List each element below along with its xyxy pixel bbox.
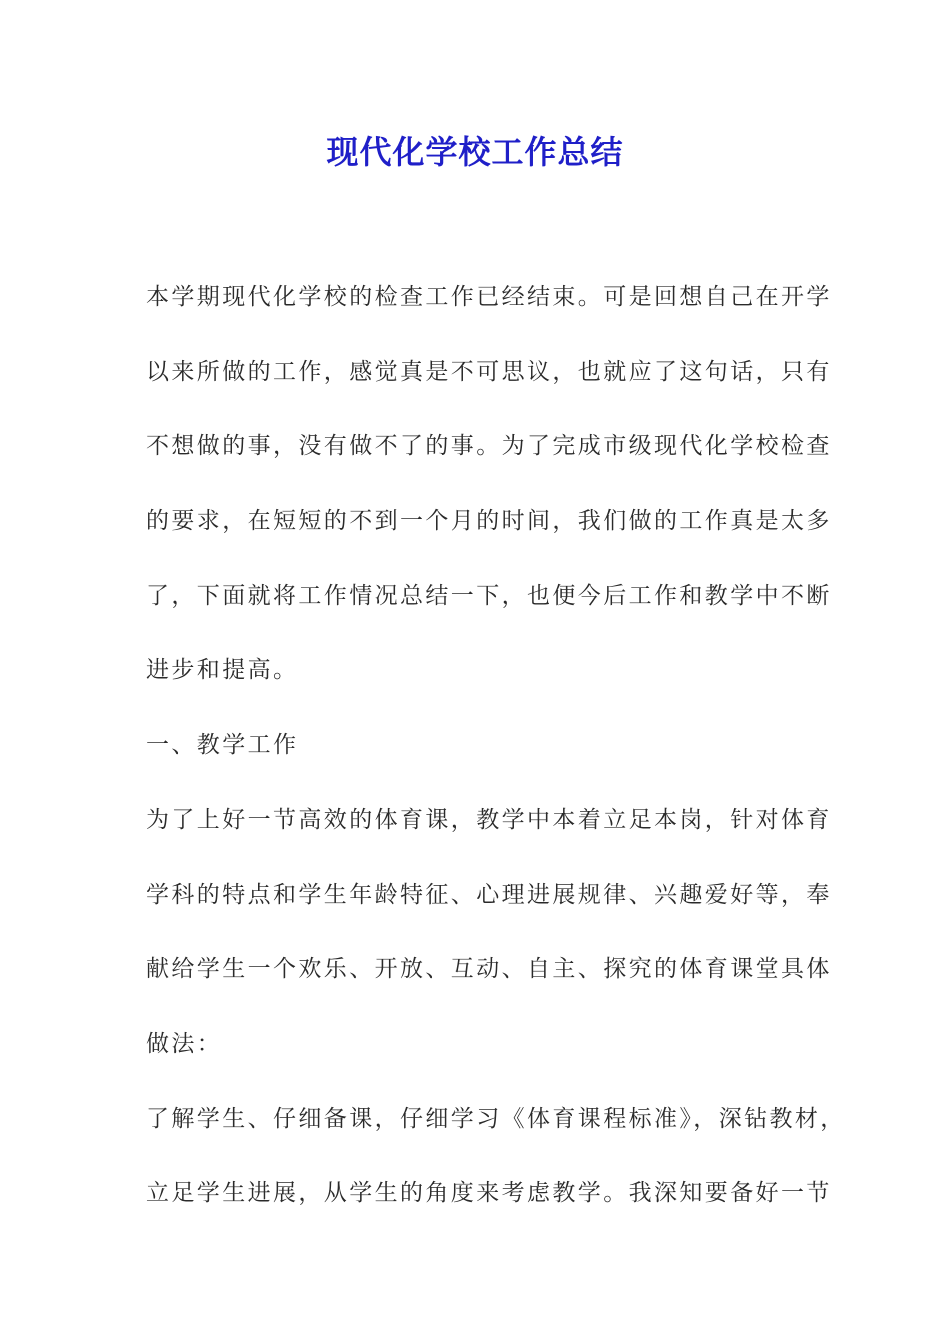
- paragraph-line: 本学期现代化学校的检查工作已经结束。可是回想自己在开学: [146, 284, 832, 310]
- paragraph-line: 不想做的事，没有做不了的事。为了完成市级现代化学校检查: [146, 433, 832, 460]
- paragraph-line: 了，下面就将工作情况总结一下，也便今后工作和教学中不断: [146, 582, 832, 609]
- paragraph-line: 了解学生、仔细备课，仔细学习《体育课程标准》，深钻教材，: [146, 1105, 846, 1132]
- document-title: 现代化学校工作总结: [326, 133, 624, 171]
- paragraph-line: 为了上好一节高效的体育课，教学中本着立足本岗，针对体育: [146, 806, 832, 833]
- section-heading: 一、教学工作: [146, 732, 299, 759]
- paragraph-line: 的要求，在短短的不到一个月的时间，我们做的工作真是太多: [146, 508, 832, 535]
- paragraph-line: 进步和提高。: [146, 657, 299, 684]
- paragraph-line: 立足学生进展，从学生的角度来考虑教学。我深知要备好一节: [146, 1180, 832, 1207]
- paragraph-line: 以来所做的工作，感觉真是不可思议，也就应了这句话，只有: [146, 358, 832, 385]
- paragraph-line: 献给学生一个欢乐、开放、互动、自主、探究的体育课堂具体: [146, 956, 832, 983]
- paragraph-line: 学科的特点和学生年龄特征、心理进展规律、兴趣爱好等，奉: [146, 881, 832, 908]
- document-body: [146, 260, 846, 1231]
- paragraph-line: 做法：: [146, 1030, 223, 1057]
